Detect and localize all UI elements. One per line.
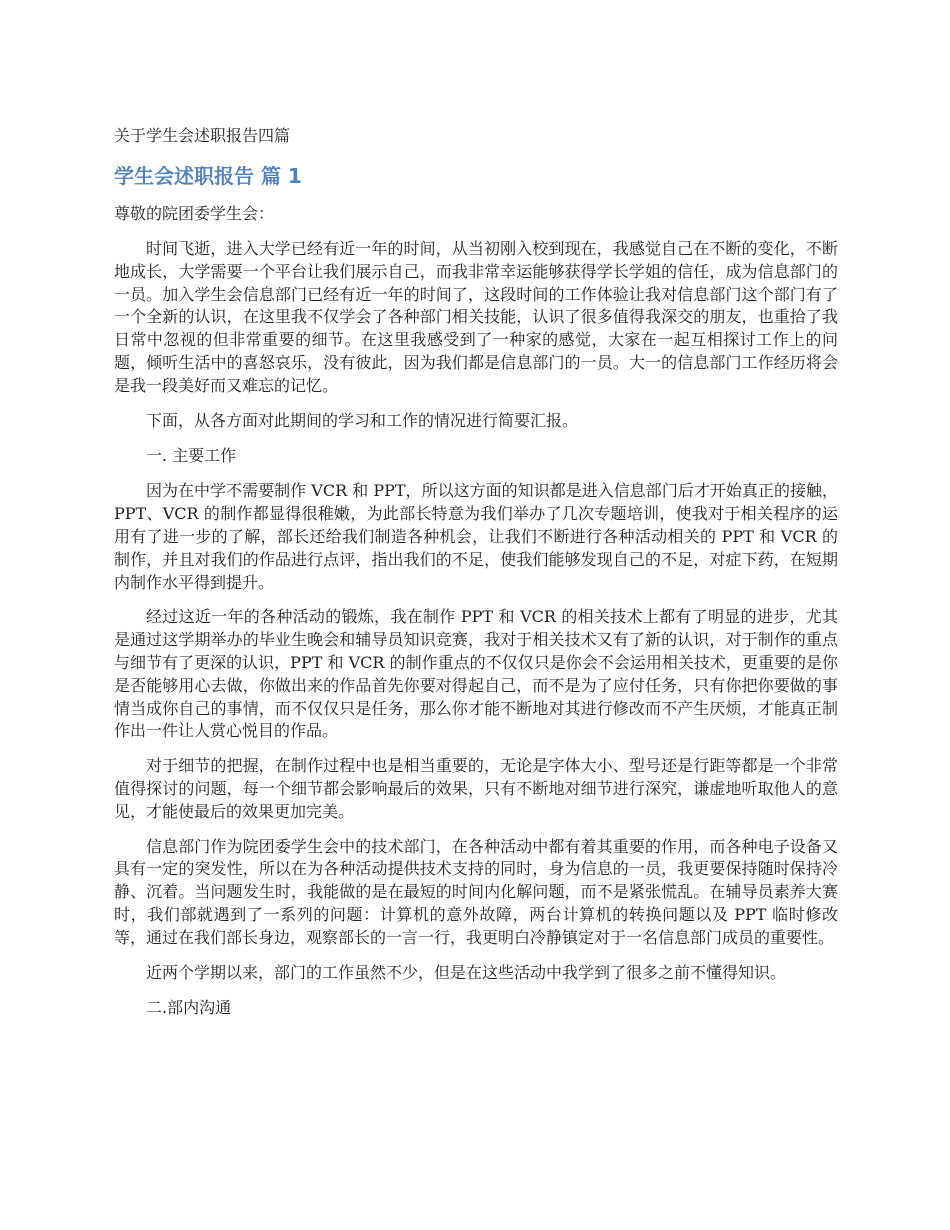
work-paragraph-4: 信息部门作为院团委学生会中的技术部门，在各种活动中都有着其重要的作用，而各种电子设备又具有一定的突发性，所以在为各种活动提供技术支持的同时，身为信息的一员，我更要保持随时保持冷静、沉着。当问题发生时，我能做的是在最短的时间内化解问题，而不是紧张慌乱。在辅导员素养大赛时，我们部就遇到了一系列的问题：计算机的意外故障，两台计算机的转换问题以及 PPT 临时修改等，通过在我们部长身边，观察部长的一言一行，我更明白冷静镇定对于一名信息部门成员的重要性。: [114, 836, 838, 947]
document-page: [114, 124, 838, 1032]
section2-title: 二.部内沟通: [146, 998, 232, 1018]
work-paragraph-5: 近两个学期以来，部门的工作虽然不少，但是在这些活动中我学到了很多之前不懂得知识。: [146, 962, 787, 982]
document-title: 关于学生会述职报告四篇: [114, 126, 291, 145]
section1-title: 一. 主要工作: [146, 446, 237, 466]
intro-paragraph: 时间飞逝，进入大学已经有近一年的时间，从当初刚入校到现在，我感觉自己在不断的变化，不断地成长，大学需要一个平台让我们展示自己，而我非常幸运能够获得学长学姐的信任，成为信息部门的一员。加入学生会信息部门已经有近一年的时间了，这段时间的工作体验让我对信息部门这个部门有了一个全新的认识，在这里我不仅学会了各种部门相关技能，认识了很多值得我深交的朋友，也重拾了我日常中忽视的但非常重要的细节。在这里我感受到了一种家的感觉，大家在一起互相探讨工作上的问题，倾听生活中的喜怒哀乐，没有彼此，因为我们都是信息部门的一员。大一的信息部门工作经历将会是我一段美好而又难忘的记忆。: [114, 239, 838, 395]
summary-paragraph: 下面，从各方面对此期间的学习和工作的情况进行简要汇报。: [146, 410, 579, 430]
work-paragraph-1: 因为在中学不需要制作 VCR 和 PPT，所以这方面的知识都是进入信息部门后才开始真正的接触，PPT、VCR 的制作都显得很稚嫩，为此部长特意为我们举办了几次专题培训，使我对于相关程序的运用有了进一步的了解，部长还给我们制造各种机会，让我们不断进行各种活动相关的 PPT 和 VCR 的制作，并且对我们的作品进行点评，指出我们的不足，使我们能够发现自己的不足，对症下药，在短期内制作水平得到提升。: [114, 481, 838, 592]
work-paragraph-2: 经过这近一年的各种活动的锻炼，我在制作 PPT 和 VCR 的相关技术上都有了明显的进步，尤其是通过这学期举办的毕业生晚会和辅导员知识竞赛，我对于相关技术又有了新的认识，对于制作的重点与细节有了更深的认识，PPT 和 VCR 的制作重点的不仅仅只是你会不会运用相关技术，更重要的是你是否能够用心去做，你做出来的作品首先你要对得起自己，而不是为了应付任务，只有你把你要做的事情当成你自己的事情，而不仅仅只是任务，那么你才能不断地对其进行修改而不产生厌烦，才能真正制作出一件让人赏心悦目的作品。: [114, 607, 838, 741]
salutation: 尊敬的院团委学生会：: [114, 204, 275, 223]
section-heading: 学生会述职报告 篇 1: [114, 164, 302, 188]
work-paragraph-3: 对于细节的把握，在制作过程中也是相当重要的，无论是字体大小、型号还是行距等都是一个非常值得探讨的问题，每一个细节都会影响最后的效果，只有不断地对细节进行深究，谦虚地听取他人的意见，才能使最后的效果更加完美。: [114, 756, 838, 821]
